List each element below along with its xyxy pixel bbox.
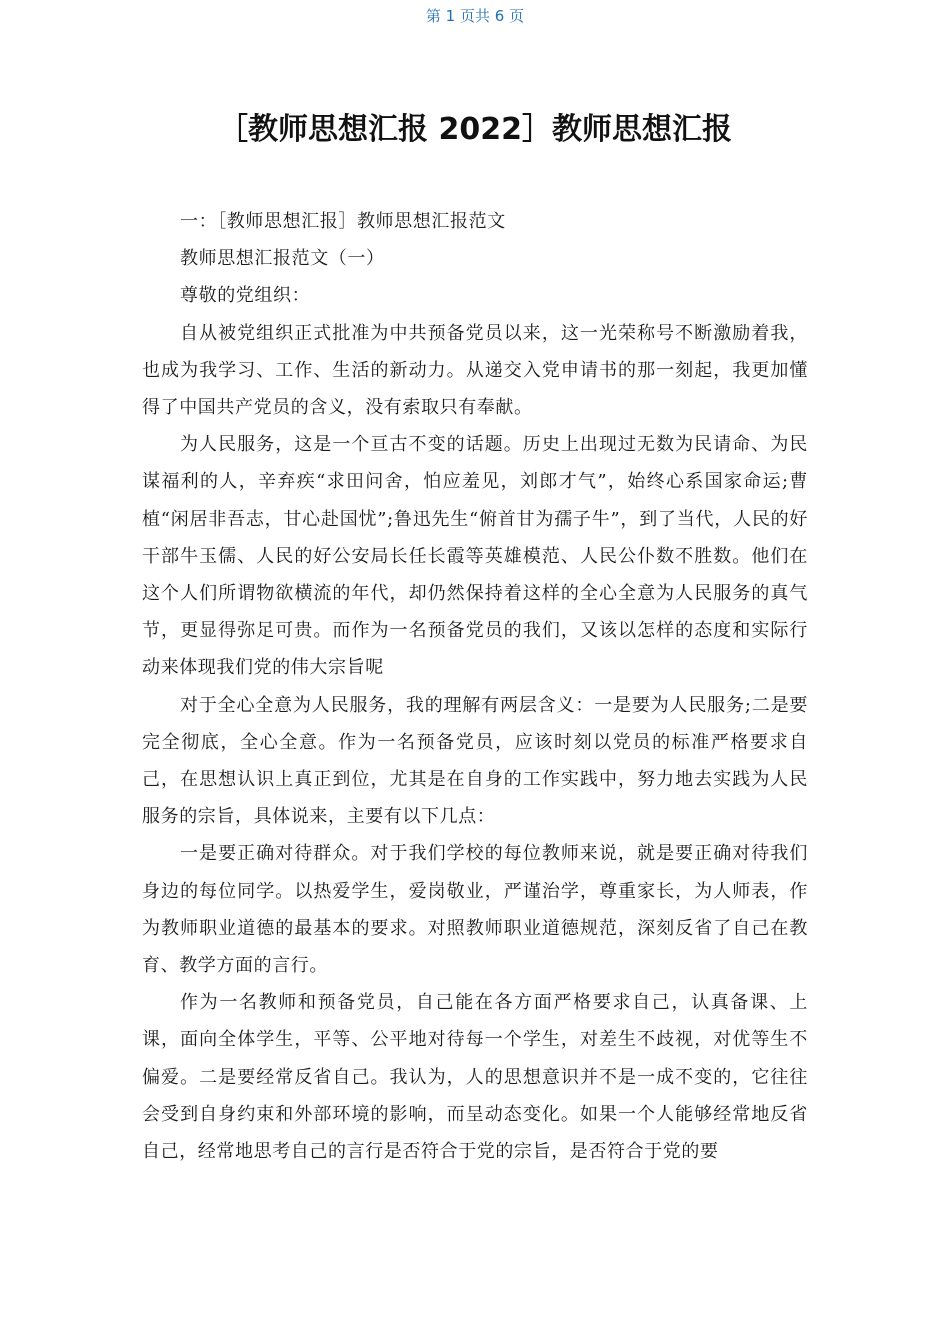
paragraph-section-heading: 一：［教师思想汇报］教师思想汇报范文 [180, 211, 506, 232]
paragraph-salutation: 尊敬的党组织： [180, 285, 311, 307]
paragraph-body: 为人民服务，这是一个亘古不变的话题。历史上出现过无数为民请命、为民谋福利的人，辛弃疾“求田问舍，怕应羞见，刘郎才气”，始终心系国家命运;曹植“闲居非吾志，甘心赴国忧”;鲁迅先生“俯首甘为孺子牛”，到了当代，人民的好干部牛玉儒、人民的好公安局长任长霞等英雄模范、人民公仆数不胜数。他们在这个人们所谓物欲横流的年代，却仍然保持着这样的全心全意为人民服务的真气节，更显得弥足可贵。而作为一名预备党员的我们，又该以怎样的态度和实际行动来体现我们党的伟大宗旨呢 [142, 434, 808, 679]
paragraph-body: 一是要正确对待群众。对于我们学校的每位教师来说，就是要正确对待我们身边的每位同学。以热爱学生，爱岗敬业，严谨治学，尊重家长，为人师表，作为教师职业道德的最基本的要求。对照教师职业道德规范，深刻反省了自己在教育、教学方面的言行。 [142, 843, 808, 977]
document-title: ［教师思想汇报 2022］教师思想汇报 [218, 112, 732, 147]
page-indicator: 第 1 页共 6 页 [425, 7, 525, 25]
document-body [142, 203, 808, 1170]
paragraph-body: 作为一名教师和预备党员，自己能在各方面严格要求自己，认真备课、上课，面向全体学生，平等、公平地对待每一个学生，对差生不歧视，对优等生不偏爱。二是要经常反省自己。我认为，人的思想意识并不是一成不变的，它往往会受到自身约束和外部环境的影响，而呈动态变化。如果一个人能够经常地反省自己，经常地思考自己的言行是否符合于党的宗旨，是否符合于党的要 [142, 992, 808, 1163]
paragraph-body: 自从被党组织正式批准为中共预备党员以来，这一光荣称号不断激励着我，也成为我学习、工作、生活的新动力。从递交入党申请书的那一刻起，我更加懂得了中国共产党员的含义，没有索取只有奉献。 [142, 322, 808, 419]
paragraph-body: 对于全心全意为人民服务，我的理解有两层含义：一是要为人民服务;二是要完全彻底，全心全意。作为一名预备党员，应该时刻以党员的标准严格要求自己，在思想认识上真正到位，尤其是在自身的工作实践中，努力地去实践为人民服务的宗旨，具体说来，主要有以下几点： [142, 694, 808, 828]
paragraph-subheading: 教师思想汇报范文（一） [180, 248, 385, 270]
